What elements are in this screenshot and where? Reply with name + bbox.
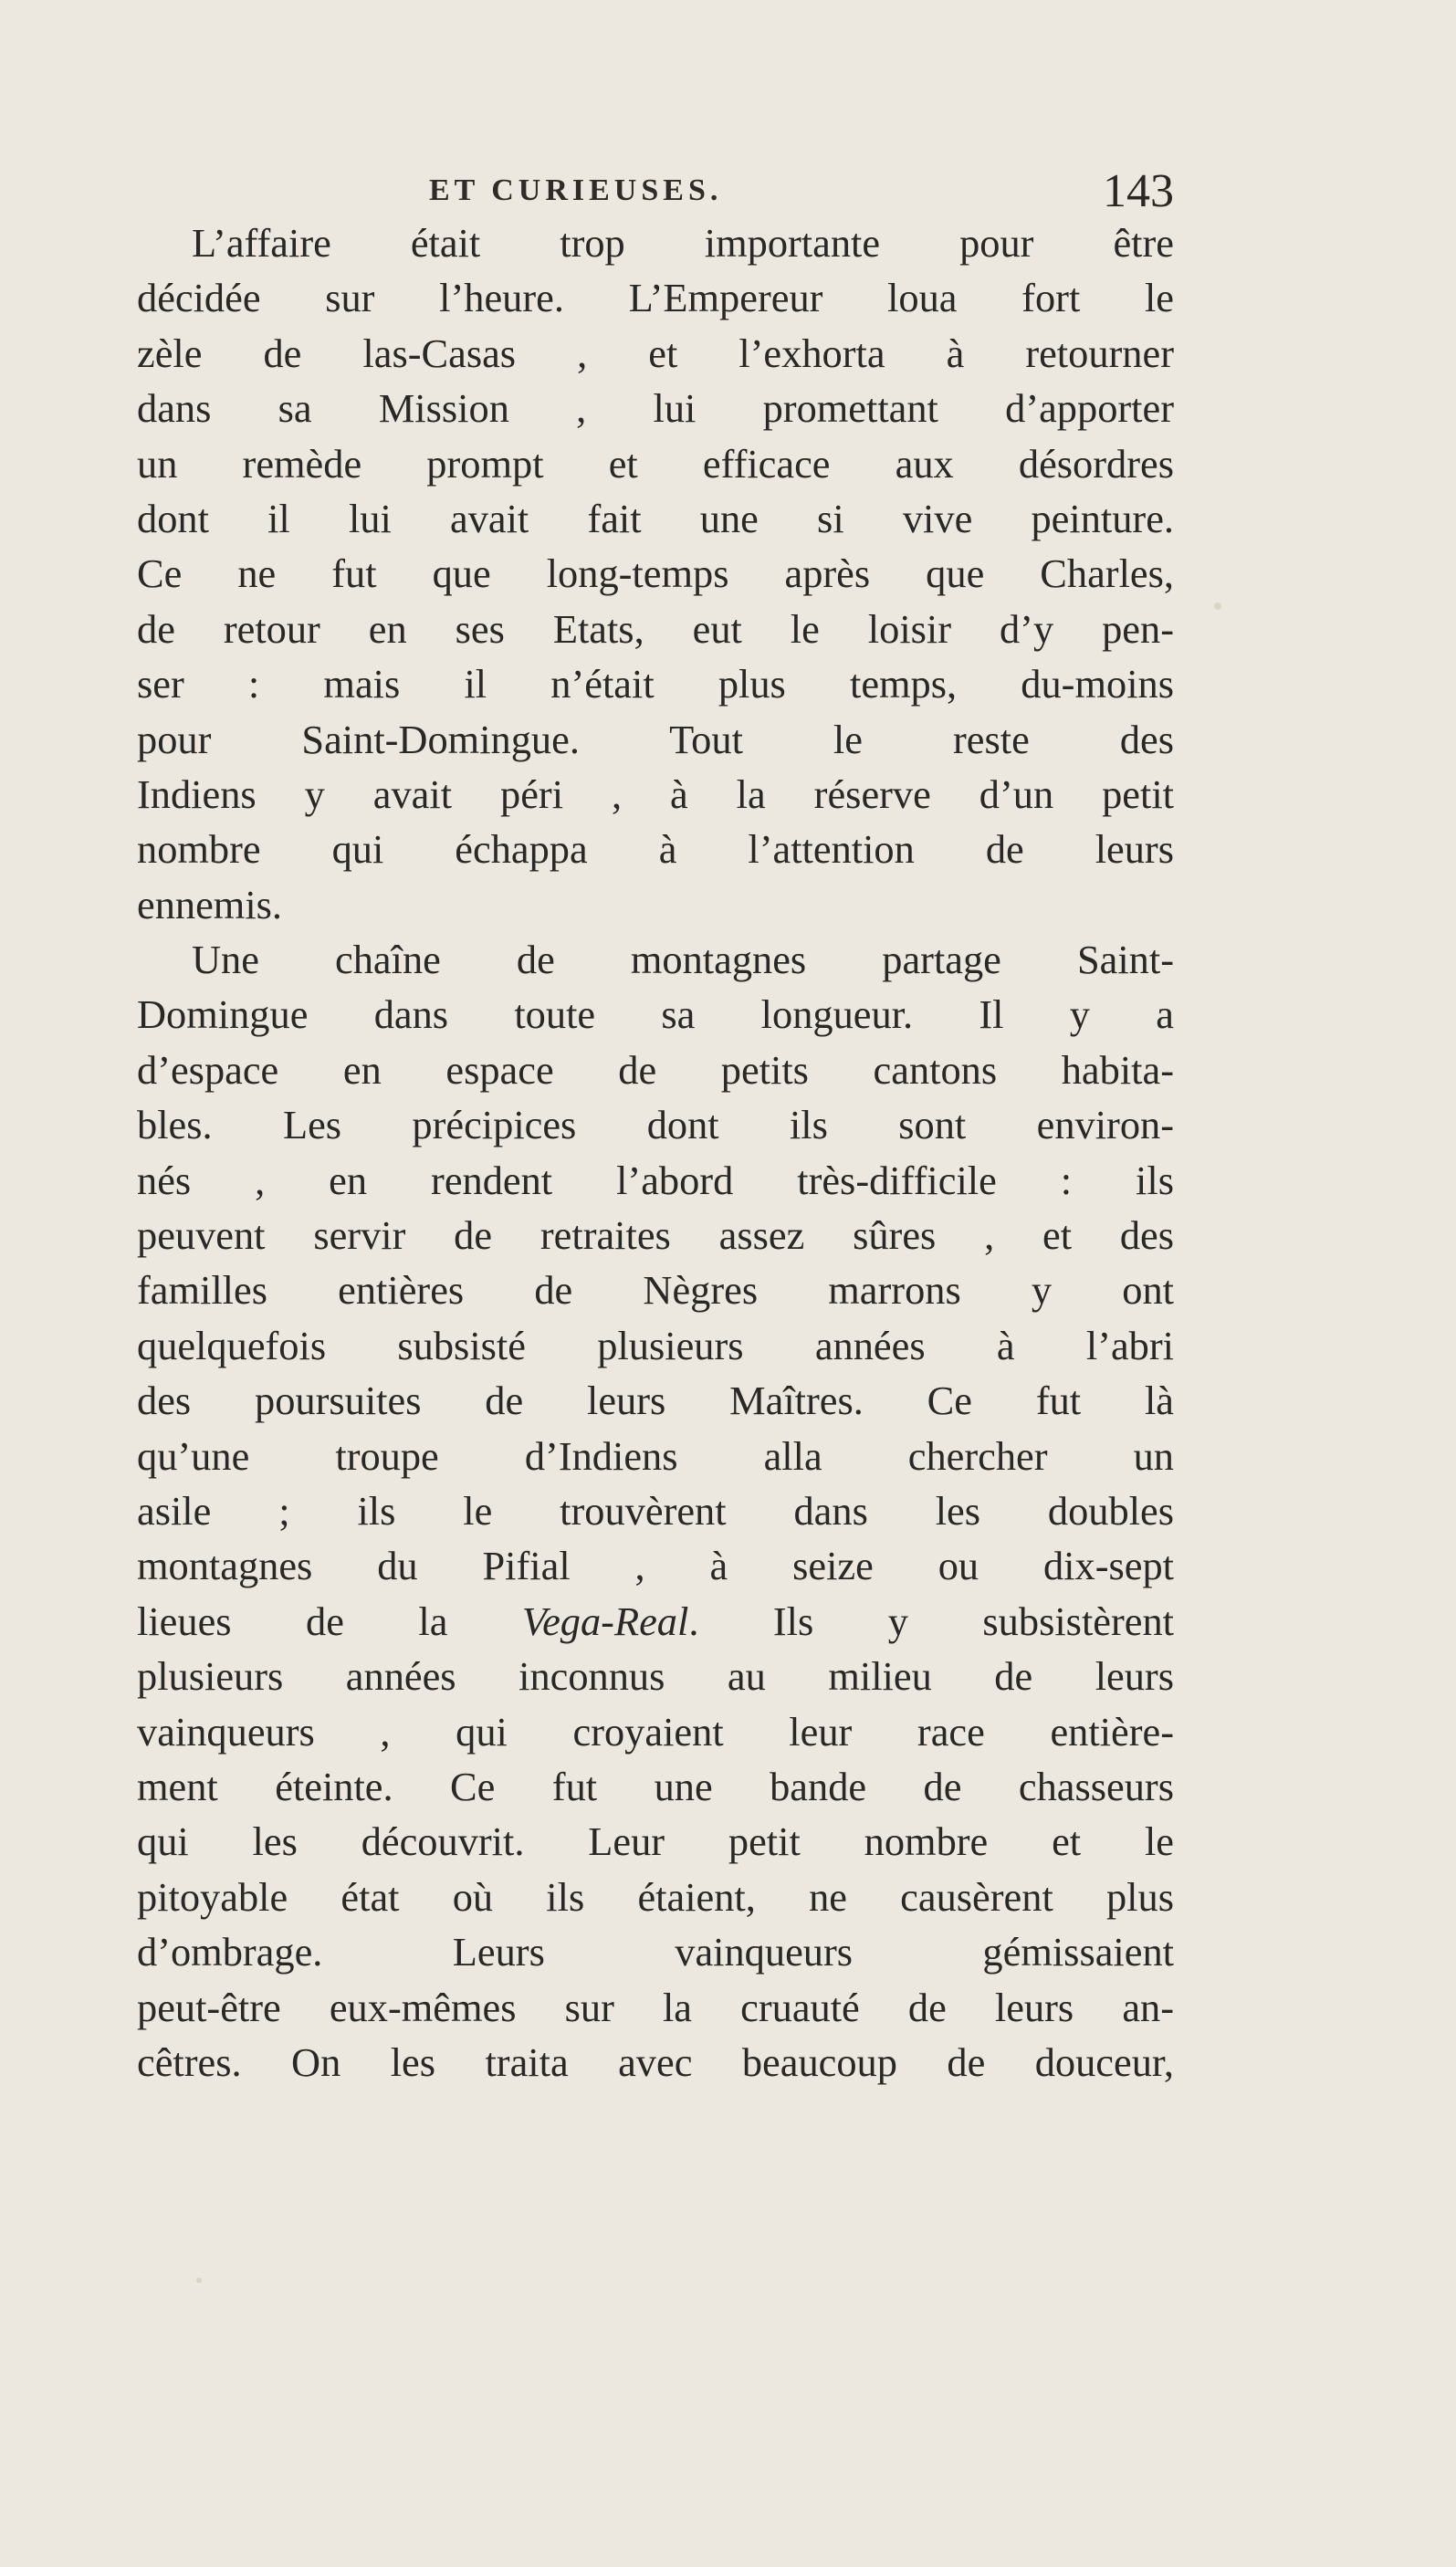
text-line: nés , en rendent l’abord très-difficile : ils [137, 1157, 1174, 1203]
text-line: peut-être eux-mêmes sur la cruauté de leurs an- [137, 1984, 1174, 2030]
text-line: L’affaire était trop importante pour être [192, 220, 1174, 266]
text-line: familles entières de Nègres marrons y ont [137, 1267, 1174, 1314]
text-line: lieues de la Vega-Real. Ils y subsistèrent [137, 1598, 1174, 1644]
text-line: d’ombrage. Leurs vainqueurs gémissaient [137, 1929, 1174, 1975]
text-line: dont il lui avait fait une si vive peinture. [137, 495, 1174, 541]
text-line: pour Saint-Domingue. Tout le reste des [137, 716, 1174, 762]
text-line: pitoyable état où ils étaient, ne causèrent plus [137, 1873, 1174, 1920]
text-line: quelquefois subsisté plusieurs années à l’abri [137, 1322, 1174, 1368]
body-text [137, 215, 1174, 2090]
text-line: ser : mais il n’était plus temps, du-moins [137, 661, 1174, 707]
text-line: qui les découvrit. Leur petit nombre et le [137, 1818, 1174, 1865]
text-line: Domingue dans toute sa longueur. Il y a [137, 991, 1174, 1038]
paper-spot [196, 2278, 202, 2283]
text-line: Une chaîne de montagnes partage Saint- [192, 937, 1174, 983]
text-line: qu’une troupe d’Indiens alla chercher un [137, 1432, 1174, 1479]
text-line: des poursuites de leurs Maîtres. Ce fut là [137, 1378, 1174, 1424]
text-line: Ce ne fut que long-temps après que Charles, [137, 550, 1174, 597]
page-number: 143 [1103, 165, 1174, 217]
text-line: ennemis. [137, 881, 283, 927]
running-head: ET CURIEUSES. [429, 173, 723, 207]
text-line: peuvent servir de retraites assez sûres , et des [137, 1212, 1174, 1259]
text-line: nombre qui échappa à l’attention de leurs [137, 826, 1174, 873]
text-line: vainqueurs , qui croyaient leur race entière- [137, 1708, 1174, 1755]
paper-spot [1214, 602, 1221, 610]
text-line: bles. Les précipices dont ils sont environ- [137, 1102, 1174, 1148]
text-line: de retour en ses Etats, eut le loisir d’y pen- [137, 605, 1174, 652]
text-line: Indiens y avait péri , à la réserve d’un petit [137, 770, 1174, 817]
text-line: décidée sur l’heure. L’Empereur loua fort le [137, 275, 1174, 321]
text-line: cêtres. On les traita avec beaucoup de douceur, [137, 2038, 1174, 2085]
text-line: d’espace en espace de petits cantons habita- [137, 1046, 1174, 1093]
text-line: asile ; ils le trouvèrent dans les doubles [137, 1487, 1174, 1534]
text-line: ment éteinte. Ce fut une bande de chasseurs [137, 1763, 1174, 1809]
text-line: dans sa Mission , lui promettant d’apporter [137, 385, 1174, 432]
text-line: plusieurs années inconnus au milieu de leurs [137, 1653, 1174, 1700]
text-line: montagnes du Pifial , à seize ou dix-sept [137, 1543, 1174, 1589]
text-line: un remède prompt et efficace aux désordres [137, 440, 1174, 487]
italic-place-name: Vega-Real [521, 1598, 689, 1644]
text-line: zèle de las-Casas , et l’exhorta à retourner [137, 330, 1174, 376]
